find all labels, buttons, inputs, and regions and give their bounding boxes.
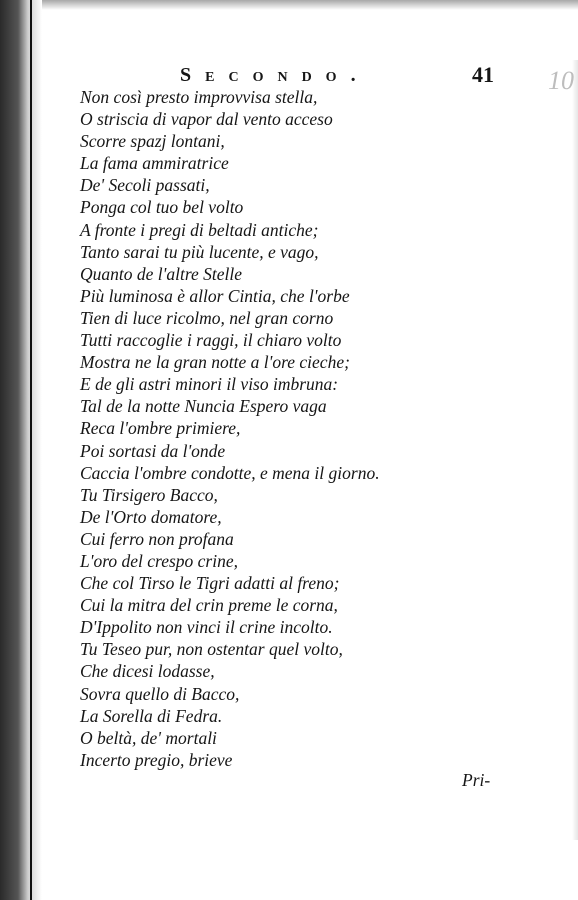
verse-line: De l'Orto domatore, bbox=[80, 506, 222, 527]
margin-note: 10 bbox=[548, 66, 574, 95]
verse-line: A fronte i pregi di beltadi antiche; bbox=[80, 219, 319, 240]
book-spine-gutter bbox=[0, 0, 42, 900]
verse-line: Sovra quello di Bacco, bbox=[80, 683, 240, 704]
verse-line: Reca l'ombre primiere, bbox=[80, 418, 241, 439]
poem-text bbox=[80, 86, 480, 771]
verse-line: E de gli astri minori il viso imbruna: bbox=[80, 374, 339, 395]
verse-line: Mostra ne la gran notte a l'ore cieche; bbox=[80, 352, 350, 373]
page-top-shadow bbox=[0, 0, 578, 10]
verse-line: Cui la mitra del crin preme le corna, bbox=[80, 595, 338, 616]
verse-line: O beltà, de' mortali bbox=[80, 727, 217, 748]
verse-line: O striscia di vapor dal vento acceso bbox=[80, 109, 333, 130]
verse-line: Tu Tirsigero Bacco, bbox=[80, 484, 218, 505]
gutter-edge-line bbox=[30, 0, 32, 900]
verse-line: Ponga col tuo bel volto bbox=[80, 197, 244, 218]
catchword: Pri- bbox=[462, 770, 491, 790]
verse-line: Incerto pregio, brieve bbox=[80, 749, 233, 770]
verse-line: Cui ferro non profana bbox=[80, 528, 234, 549]
running-head: Secondo. bbox=[180, 64, 370, 86]
verse-line: Che dicesi lodasse, bbox=[80, 661, 215, 682]
verse-line: Tien di luce ricolmo, nel gran corno bbox=[80, 307, 334, 328]
verse-line: L'oro del crespo crine, bbox=[80, 550, 238, 571]
verse-line: Tu Teseo pur, non ostentar quel volto, bbox=[80, 639, 343, 660]
verse-line: Poi sortasi da l'onde bbox=[80, 440, 226, 461]
verse-line: Tutti raccoglie i raggi, il chiaro volto bbox=[80, 330, 342, 351]
page-right-edge bbox=[572, 60, 578, 840]
verse-line: Più luminosa è allor Cintia, che l'orbe bbox=[80, 285, 350, 306]
verse-line: Tal de la notte Nuncia Espero vaga bbox=[80, 396, 327, 417]
verse-line: Che col Tirso le Tigri adatti al freno; bbox=[80, 573, 340, 594]
verse-line: La Sorella di Fedra. bbox=[80, 705, 223, 726]
verse-line: Caccia l'ombre condotte, e mena il giorno. bbox=[80, 462, 380, 483]
verse-line: Tanto sarai tu più lucente, e vago, bbox=[80, 241, 319, 262]
verse-line: D'Ippolito non vinci il crine incolto. bbox=[80, 617, 333, 638]
verse-line: De' Secoli passati, bbox=[80, 175, 210, 196]
verse-line: Non così presto improvvisa stella, bbox=[80, 87, 318, 107]
verse-line: Quanto de l'altre Stelle bbox=[80, 263, 243, 284]
verse-line: Scorre spazj lontani, bbox=[80, 131, 225, 152]
verse-line: La fama ammiratrice bbox=[80, 153, 229, 174]
page-number: 41 bbox=[472, 62, 494, 87]
